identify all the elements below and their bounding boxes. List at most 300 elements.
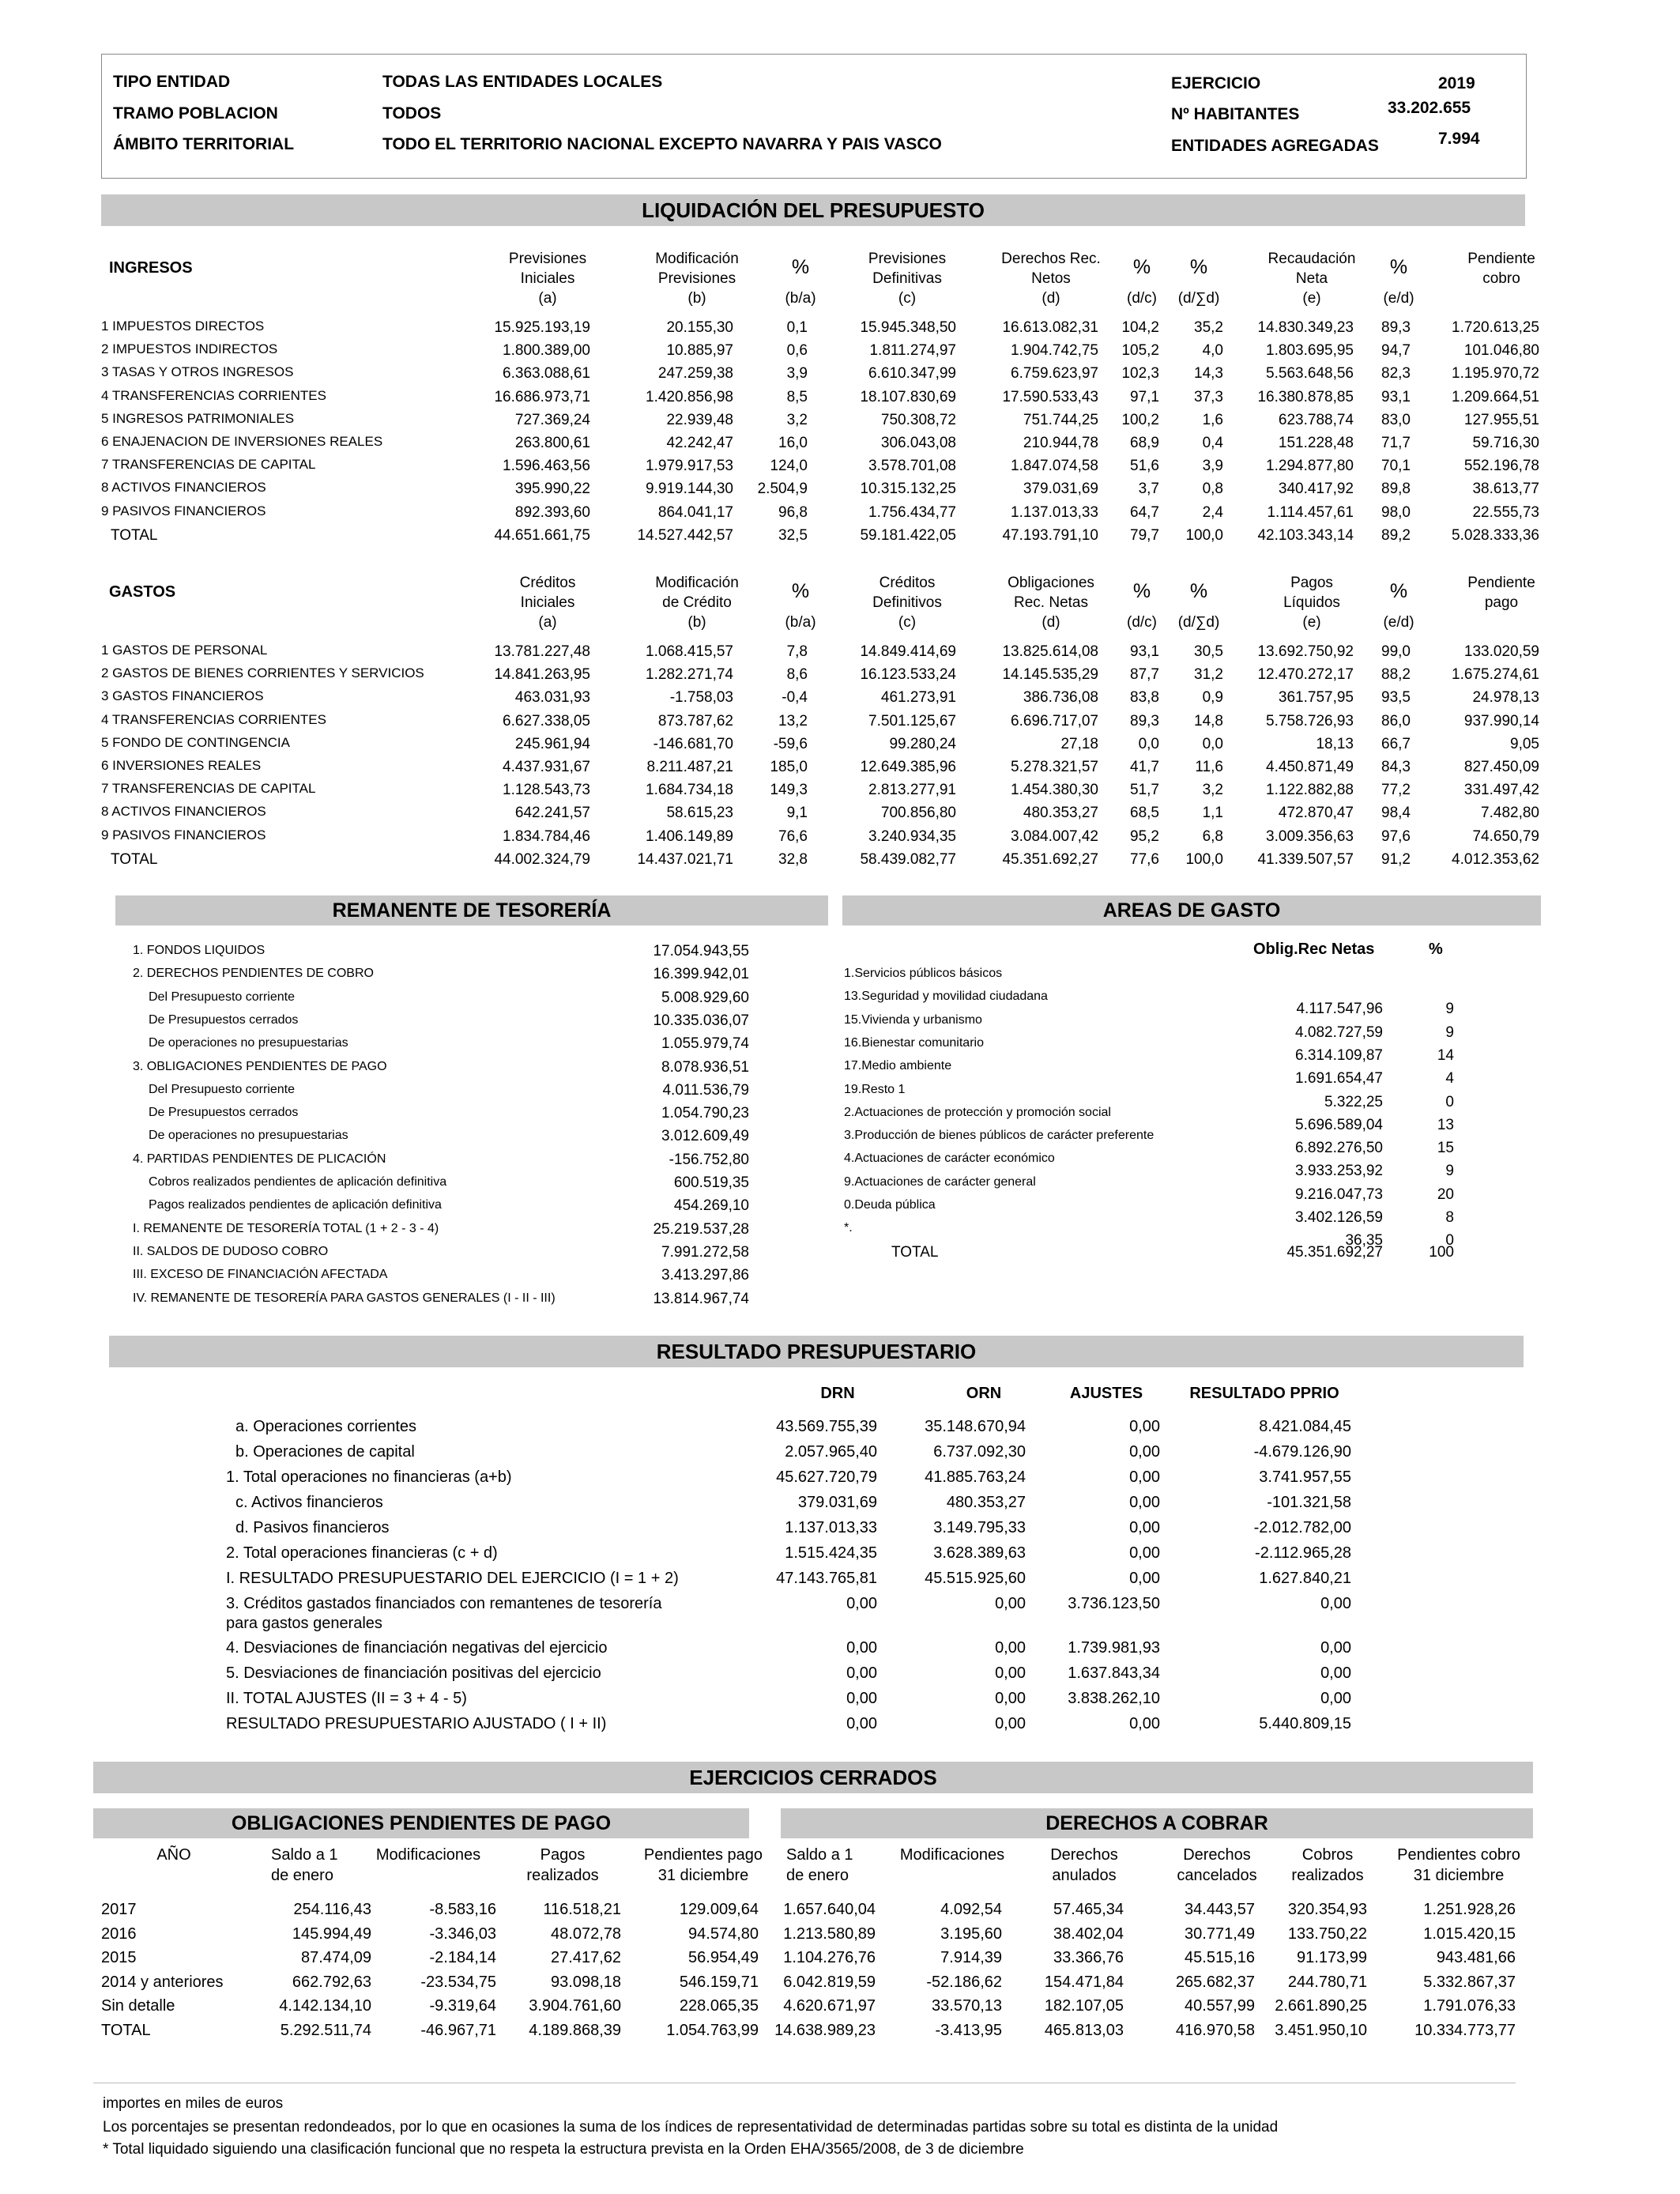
remanente-row-label: II. SALDOS DE DUDOSO COBRO [133,1244,329,1258]
resultado-cell: 45.515.925,60 [925,1570,1026,1587]
ingresos-cell: 623.788,74 [1278,411,1354,428]
ingresos-cell: 59.716,30 [1472,435,1539,451]
cerrados-cell: 2.661.890,25 [1275,1997,1367,2015]
gastos-cell: 642.241,57 [514,805,590,822]
ingresos-col-head: % [1189,256,1208,278]
ingresos-total-cell: 14.527.442,57 [637,526,733,544]
cerrados-cell: 56.954,49 [688,1949,759,1966]
ingresos-col-head: Derechos Rec. [1001,251,1101,267]
resultado-row-label: 2. Total operaciones financieras (c + d) [226,1544,498,1562]
cerrados-cell: 1.104.276,76 [783,1949,876,1966]
entidades-label: ENTIDADES AGREGADAS [1171,137,1379,155]
cerrados-cell: -2.184,14 [429,1949,496,1966]
gastos-cell: 1.128.543,73 [503,782,590,799]
ingresos-cell: 892.393,60 [514,503,590,521]
gastos-row-label: 2 GASTOS DE BIENES CORRIENTES Y SERVICIOS [101,665,424,681]
areas-title: AREAS DE GASTO [842,895,1541,925]
gastos-cell: 93,1 [1130,643,1159,660]
ingresos-cell: 93,1 [1381,388,1411,405]
gastos-cell: 1.406.149,89 [646,827,733,845]
ingresos-cell: 1.800.389,00 [503,342,590,360]
ingresos-cell: 16.613.082,31 [1002,319,1098,336]
gastos-cell: 13.825.614,08 [1002,643,1098,660]
ingresos-cell: 10.315.132,25 [860,481,956,498]
ingresos-cell: 750.308,72 [880,411,956,428]
gastos-col-head: Obligaciones [1008,575,1094,591]
gastos-col-head: Créditos [519,575,576,591]
ingresos-cell: 82,3 [1381,365,1411,383]
ingresos-cell: 2.504,9 [757,481,808,498]
cerrados-cell: 228.065,35 [679,1997,759,2015]
areas-total-value: 45.351.692,27 [1286,1244,1383,1261]
footer-note-1: importes en miles de euros [103,2095,284,2112]
ambito-value: TODO EL TERRITORIO NACIONAL EXCEPTO NAVARRA Y PAIS VASCO [382,135,942,153]
ingresos-cell: 210.944,78 [1023,435,1098,451]
areas-row-pct: 20 [1437,1186,1454,1203]
areas-row-value: 5.322,25 [1324,1093,1383,1110]
areas-row-label: 4.Actuaciones de carácter económico [844,1152,1055,1166]
resultado-col-head: DRN [820,1385,855,1402]
cerrados-cell: 265.682,37 [1175,1973,1255,1991]
gastos-cell: 14.849.414,69 [860,643,956,660]
tipo-entidad-value: TODAS LAS ENTIDADES LOCALES [382,73,663,91]
ingresos-row-label: 1 IMPUESTOS DIRECTOS [101,319,265,334]
cerrados-cell: 546.159,71 [679,1973,759,1991]
ingresos-cell: 1.803.695,95 [1266,342,1354,360]
gastos-cell: 1.068.415,57 [646,643,733,660]
cerrados-row-year: TOTAL [101,2021,151,2039]
resultado-cell: -2.112.965,28 [1255,1544,1351,1562]
areas-row-pct: 4 [1445,1070,1454,1088]
gastos-cell: 185,0 [770,759,808,775]
gastos-cell: 8.211.487,21 [646,759,733,775]
cerrados-col-head: realizados [526,1867,599,1884]
gastos-cell: 361.757,95 [1278,689,1354,707]
ingresos-cell: 3,9 [786,365,808,383]
ingresos-cell: 15.945.348,50 [860,319,956,336]
gastos-cell: 472.870,47 [1278,805,1354,822]
gastos-col-head: Líquidos [1283,594,1340,611]
remanente-row-value: 25.219.537,28 [653,1220,749,1238]
remanente-row-label: Del Presupuesto corriente [149,1082,295,1096]
gastos-row-label: 1 GASTOS DE PERSONAL [101,643,268,658]
ingresos-total-label: TOTAL [111,526,158,544]
ingresos-cell: 5.563.648,56 [1266,365,1354,383]
ingresos-cell: 1.209.664,51 [1452,388,1539,405]
remanente-row-value: 8.078.936,51 [661,1058,749,1076]
remanente-row-label: Pagos realizados pendientes de aplicación definitiva [149,1198,442,1212]
resultado-cell: 3.628.389,63 [933,1544,1026,1562]
gastos-cell: -59,6 [773,735,808,752]
cerrados-cell: 38.402,04 [1053,1924,1124,1943]
ingresos-row-label: 9 PASIVOS FINANCIEROS [101,503,266,518]
ingresos-row-label: 8 ACTIVOS FINANCIEROS [101,480,266,496]
ingresos-cell: 3,2 [786,411,808,428]
gastos-col-head: Modificación [655,575,739,591]
ingresos-cell: 8,5 [786,388,808,405]
resultado-cell: 0,00 [995,1595,1026,1612]
resultado-cell: 1.637.843,34 [1068,1664,1160,1682]
cerrados-cell: 320.354,93 [1287,1901,1367,1918]
ingresos-cell: 395.990,22 [514,481,590,498]
ingresos-cell: 83,0 [1381,411,1411,428]
ingresos-col-head: Previsiones [868,251,947,267]
cerrados-cell: 48.072,78 [551,1924,621,1943]
gastos-cell: -0,4 [782,689,808,707]
cerrados-cell: 14.638.989,23 [774,2021,876,2039]
gastos-total-cell: 91,2 [1381,850,1411,868]
gastos-cell: -1.758,03 [669,689,733,707]
ingresos-cell: 1.195.970,72 [1452,365,1539,383]
areas-row-label: 2.Actuaciones de protección y promoción social [844,1105,1111,1119]
areas-col-obligaciones: Oblig.Rec Netas [1253,941,1375,958]
remanente-title: REMANENTE DE TESORERÍA [115,895,828,925]
gastos-row-label: 8 ACTIVOS FINANCIEROS [101,804,266,820]
ingresos-cell: 89,3 [1381,319,1411,336]
cerrados-col-head: de enero [786,1867,849,1884]
cerrados-col-head: 31 diciembre [657,1867,749,1884]
ingresos-cell: 3,9 [1202,458,1223,475]
cerrados-col-head: Modificaciones [375,1846,481,1864]
gastos-cell: 9,1 [786,805,808,822]
gastos-cell: 87,7 [1130,666,1159,684]
gastos-cell: 827.450,09 [1463,759,1539,775]
ingresos-col-head: (b/a) [785,290,816,307]
gastos-row-label: 9 PASIVOS FINANCIEROS [101,827,266,843]
remanente-row-label: Del Presupuesto corriente [149,990,295,1004]
cerrados-cell: 10.334.773,77 [1414,2021,1516,2039]
gastos-cell: 99,0 [1381,643,1411,660]
areas-row-pct: 13 [1437,1116,1454,1133]
areas-total-pct: 100 [1429,1244,1454,1261]
gastos-total-cell: 100,0 [1185,850,1223,868]
remanente-row-value: 16.399.942,01 [653,966,749,983]
remanente-row-value: 5.008.929,60 [661,989,749,1006]
ingresos-total-cell: 32,5 [778,526,808,544]
areas-row-value: 1.691.654,47 [1295,1070,1383,1088]
cerrados-cell: 182.107,05 [1044,1997,1124,2015]
derechos-cobrar-title: DERECHOS A COBRAR [781,1808,1533,1838]
tramo-value: TODOS [382,104,442,123]
cerrados-cell: 3.195,60 [940,1924,1002,1943]
cerrados-cell: 93.098,18 [551,1973,621,1991]
resultado-col-head: AJUSTES [1069,1385,1143,1402]
ingresos-cell: 20.155,30 [666,319,733,336]
gastos-cell: 480.353,27 [1023,805,1098,822]
gastos-cell: 14.841.263,95 [494,666,590,684]
ingresos-col-head: cobro [1482,270,1520,287]
cerrados-cell: 133.750,22 [1287,1924,1367,1943]
gastos-cell: 99.280,24 [889,735,956,752]
gastos-cell: 77,2 [1381,782,1411,799]
ingresos-cell: 9.919.144,30 [646,481,733,498]
ingresos-row-label: 4 TRANSFERENCIAS CORRIENTES [101,387,326,403]
ingresos-cell: 4,0 [1202,342,1223,360]
ingresos-col-head: (c) [898,290,917,307]
resultado-cell: 6.737.092,30 [933,1443,1026,1461]
ingresos-col-head: (d) [1042,290,1060,307]
resultado-cell: 0,00 [846,1690,877,1707]
remanente-row-value: 10.335.036,07 [653,1012,749,1029]
cerrados-row-year: 2014 y anteriores [101,1973,224,1991]
ingresos-cell: 1.847.074,58 [1011,458,1098,475]
ingresos-cell: 16,0 [778,435,808,451]
resultado-cell: 0,00 [1129,1494,1160,1511]
ingresos-col-head: Iniciales [520,270,575,287]
ingresos-cell: 14,3 [1194,365,1223,383]
gastos-cell: 0,9 [1202,689,1223,707]
resultado-cell: 0,00 [846,1664,877,1682]
ingresos-cell: 0,1 [786,319,808,336]
gastos-col-head: (d) [1042,614,1060,631]
ingresos-total-cell: 100,0 [1185,526,1223,544]
gastos-cell: 1.122.882,88 [1266,782,1354,799]
ingresos-total-cell: 44.651.661,75 [494,526,590,544]
resultado-row-label: I. RESULTADO PRESUPUESTARIO DEL EJERCICIO (I = 1 + 2) [226,1570,679,1587]
resultado-cell: 41.885.763,24 [925,1468,1026,1486]
gastos-cell: 5.278.321,57 [1011,759,1098,775]
resultado-row-label: c. Activos financieros [235,1494,383,1511]
ingresos-cell: 1,6 [1202,411,1223,428]
cerrados-cell: 40.557,99 [1185,1997,1255,2015]
gastos-cell: 95,2 [1130,827,1159,845]
resultado-cell: 3.149.795,33 [933,1519,1026,1536]
gastos-cell: 7.482,80 [1481,805,1539,822]
cerrados-cell: 45.515,16 [1185,1949,1255,1966]
ingresos-col-head: Netos [1031,270,1071,287]
ingresos-total-cell: 59.181.422,05 [860,526,956,544]
resultado-cell: 0,00 [846,1639,877,1657]
ingresos-col-head: Neta [1295,270,1328,287]
ingresos-cell: 98,0 [1381,503,1411,521]
cerrados-cell: 34.443,57 [1185,1901,1255,1918]
gastos-col-head: (b) [687,614,706,631]
cerrados-cell: -8.583,16 [429,1901,496,1918]
resultado-cell: 3.736.123,50 [1068,1595,1160,1612]
ingresos-cell: 14.830.349,23 [1257,319,1354,336]
gastos-cell: 11,6 [1195,759,1223,775]
ingresos-col-head: Recaudación [1268,251,1356,267]
cerrados-cell: 7.914,39 [940,1949,1002,1966]
header-box [101,54,1527,179]
gastos-cell: 88,2 [1381,666,1411,684]
gastos-cell: 31,2 [1194,666,1223,684]
gastos-cell: 3.009.356,63 [1266,827,1354,845]
ingresos-col-head: Previsiones [508,251,587,267]
ingresos-cell: 1.420.856,98 [646,388,733,405]
areas-row-pct: 9 [1445,1001,1454,1018]
gastos-total-cell: 77,6 [1130,850,1159,868]
ingresos-cell: 37,3 [1194,388,1223,405]
resultado-cell: 3.838.262,10 [1068,1690,1160,1707]
cerrados-cell: -23.534,75 [420,1973,496,1991]
resultado-cell: 0,00 [995,1690,1026,1707]
remanente-row-label: De operaciones no presupuestarias [149,1036,348,1050]
tramo-label: TRAMO POBLACION [113,104,278,123]
ingresos-cell: 0,6 [786,342,808,360]
gastos-col-head: Pendiente [1467,575,1535,591]
cerrados-col-head: Pagos [540,1846,586,1864]
ingresos-cell: 22.939,48 [666,411,733,428]
gastos-cell: 386.736,08 [1023,689,1098,707]
areas-row-value: 36,35 [1345,1232,1383,1250]
ingresos-cell: 379.031,69 [1023,481,1098,498]
footer-note-2: Los porcentajes se presentan redondeados, por lo que en ocasiones la suma de los índices de representatividad de determinadas partidas sobre su total es distinta de la unidad [103,2119,1279,2136]
ingresos-cell: 751.744,25 [1023,411,1098,428]
gastos-cell: 1,1 [1202,805,1223,822]
gastos-col-head: % [1189,580,1208,602]
remanente-row-label: 2. DERECHOS PENDIENTES DE COBRO [133,967,374,981]
resultado-cell: 0,00 [1320,1595,1351,1612]
ingresos-row-label: 5 INGRESOS PATRIMONIALES [101,410,295,426]
ingresos-cell: 1.114.457,61 [1267,503,1354,521]
cerrados-col-head: realizados [1291,1867,1364,1884]
resultado-cell: 1.627.840,21 [1259,1570,1351,1587]
resultado-cell: -101.321,58 [1267,1494,1351,1511]
resultado-cell: -2.012.782,00 [1253,1519,1351,1536]
ingresos-cell: 0,4 [1202,435,1223,451]
areas-row-label: 0.Deuda pública [844,1198,936,1212]
gastos-total-cell: 14.437.021,71 [637,850,733,868]
ingresos-col-head: (e/d) [1383,290,1414,307]
gastos-cell: 1.684.734,18 [646,782,733,799]
ingresos-col-head: (d/∑d) [1177,290,1220,307]
cerrados-cell: -3.346,03 [429,1924,496,1943]
cerrados-cell: 27.417,62 [551,1949,621,1966]
gastos-row-label: 7 TRANSFERENCIAS DE CAPITAL [101,781,316,797]
resultado-row-label: II. TOTAL AJUSTES (II = 3 + 4 - 5) [226,1690,467,1707]
remanente-row-label: De Presupuestos cerrados [149,1012,299,1027]
cerrados-cell: -52.186,62 [926,1973,1002,1991]
areas-row-pct: 8 [1445,1209,1454,1226]
resultado-cell: -4.679.126,90 [1253,1443,1351,1461]
ingresos-col-head: % [1389,256,1408,278]
ingresos-col-head: (b) [687,290,706,307]
cerrados-cell: 254.116,43 [293,1901,371,1918]
remanente-row-value: 1.055.979,74 [661,1035,749,1053]
ingresos-cell: 18.107.830,69 [860,388,956,405]
areas-row-value: 9.216.047,73 [1295,1186,1383,1203]
gastos-cell: 3,2 [1202,782,1223,799]
cerrados-cell: 1.213.580,89 [783,1924,876,1943]
gastos-cell: 83,8 [1130,689,1159,707]
gastos-cell: 30,5 [1194,643,1223,660]
ingresos-cell: 3.578.701,08 [868,458,956,475]
gastos-cell: 14,8 [1194,712,1223,729]
cerrados-cell: 943.481,66 [1436,1949,1516,1966]
ingresos-col-head: % [1132,256,1151,278]
remanente-row-value: 454.269,10 [673,1197,749,1215]
cerrados-cell: 1.251.928,26 [1423,1901,1516,1918]
ingresos-cell: 16.686.973,71 [494,388,590,405]
ingresos-cell: 68,9 [1130,435,1159,451]
obligaciones-pendientes-title: OBLIGACIONES PENDIENTES DE PAGO [93,1808,749,1838]
gastos-cell: 873.787,62 [657,712,733,729]
remanente-row-value: 13.814.967,74 [653,1290,749,1307]
areas-row-label: 3.Producción de bienes públicos de carácter preferente [844,1129,1155,1143]
cerrados-cell: 87.474,09 [301,1949,371,1966]
gastos-cell: 76,6 [778,827,808,845]
ingresos-cell: 864.041,17 [657,503,733,521]
gastos-cell: 4.437.931,67 [503,759,590,775]
areas-row-value: 6.314.109,87 [1295,1046,1383,1064]
gastos-cell: 937.990,14 [1463,712,1539,729]
ingresos-row-label: 2 IMPUESTOS INDIRECTOS [101,341,278,357]
ingresos-cell: 64,7 [1130,503,1159,521]
footer-note-3: * Total liquidado siguiendo una clasificación funcional que no respeta la estructura prevista en la Orden EHA/3565/2008, de 3 de diciembre [103,2141,1024,2158]
gastos-cell: 1.282.271,74 [646,666,733,684]
cerrados-cell: 129.009,64 [679,1901,759,1918]
areas-row-value: 5.696.589,04 [1295,1116,1383,1133]
ingresos-cell: 263.800,61 [514,435,590,451]
gastos-cell: 1.834.784,46 [503,827,590,845]
resultado-cell: 45.627.720,79 [776,1468,877,1486]
ingresos-cell: 1.904.742,75 [1011,342,1098,360]
resultado-cell: 1.515.424,35 [785,1544,877,1562]
gastos-row-label: 3 GASTOS FINANCIEROS [101,688,264,704]
ingresos-cell: 101.046,80 [1463,342,1539,360]
areas-row-label: 15.Vivienda y urbanismo [844,1012,982,1027]
ingresos-col-head: Pendiente [1467,251,1535,267]
gastos-cell: 66,7 [1381,735,1411,752]
resultado-row-label: 5. Desviaciones de financiación positivas del ejercicio [226,1664,601,1682]
areas-row-value: 3.402.126,59 [1295,1209,1383,1226]
remanente-row-label: De Presupuestos cerrados [149,1106,299,1120]
cerrados-cell: 4.189.868,39 [529,2021,621,2039]
ingresos-row-label: 6 ENAJENACION DE INVERSIONES REALES [101,434,383,449]
ingresos-cell: 151.228,48 [1278,435,1354,451]
gastos-col-head: Créditos [879,575,936,591]
gastos-col-head: (c) [898,614,917,631]
ingresos-total-cell: 42.103.343,14 [1257,526,1354,544]
liquidacion-title: LIQUIDACIÓN DEL PRESUPUESTO [101,194,1525,226]
ingresos-cell: 127.955,51 [1463,411,1539,428]
remanente-row-label: IV. REMANENTE DE TESORERÍA PARA GASTOS GENERALES (I - II - III) [133,1291,556,1305]
ingresos-row-label: 7 TRANSFERENCIAS DE CAPITAL [101,457,316,473]
resultado-cell: 0,00 [1129,1519,1160,1536]
cerrados-row-year: Sin detalle [101,1997,175,2015]
ingresos-cell: 71,7 [1381,435,1411,451]
ingresos-cell: 15.925.193,19 [494,319,590,336]
cerrados-cell: 154.471,84 [1044,1973,1124,1991]
resultado-cell: 0,00 [1320,1664,1351,1682]
remanente-row-label: I. REMANENTE DE TESORERÍA TOTAL (1 + 2 - 3 - 4) [133,1221,439,1235]
cerrados-cell: 57.465,34 [1053,1901,1124,1918]
areas-row-label: 16.Bienestar comunitario [844,1035,984,1050]
remanente-row-label: 1. FONDOS LIQUIDOS [133,944,266,957]
resultado-cell: 0,00 [1129,1570,1160,1587]
ingresos-col-head: (e) [1302,290,1321,307]
gastos-col-head: (b/a) [785,614,816,631]
ingresos-cell: 1.756.434,77 [868,503,956,521]
gastos-cell: 3.084.007,42 [1011,827,1098,845]
resultado-cell: 1.137.013,33 [785,1519,877,1536]
ingresos-cell: 97,1 [1130,388,1159,405]
cerrados-col-head: Cobros [1301,1846,1354,1864]
gastos-cell: 13.781.227,48 [494,643,590,660]
ingresos-cell: 94,7 [1381,342,1411,360]
areas-row-pct: 14 [1437,1046,1454,1064]
gastos-cell: 7,8 [786,643,808,660]
areas-row-label: 17.Medio ambiente [844,1059,952,1073]
cerrados-cell: 1.657.640,04 [783,1901,876,1918]
gastos-cell: 6.627.338,05 [503,712,590,729]
cerrados-row-year: 2017 [101,1901,137,1918]
gastos-cell: 41,7 [1130,759,1159,775]
gastos-cell: 7.501.125,67 [868,712,956,729]
ingresos-cell: 552.196,78 [1463,458,1539,475]
cerrados-cell: 3.451.950,10 [1275,2021,1367,2039]
